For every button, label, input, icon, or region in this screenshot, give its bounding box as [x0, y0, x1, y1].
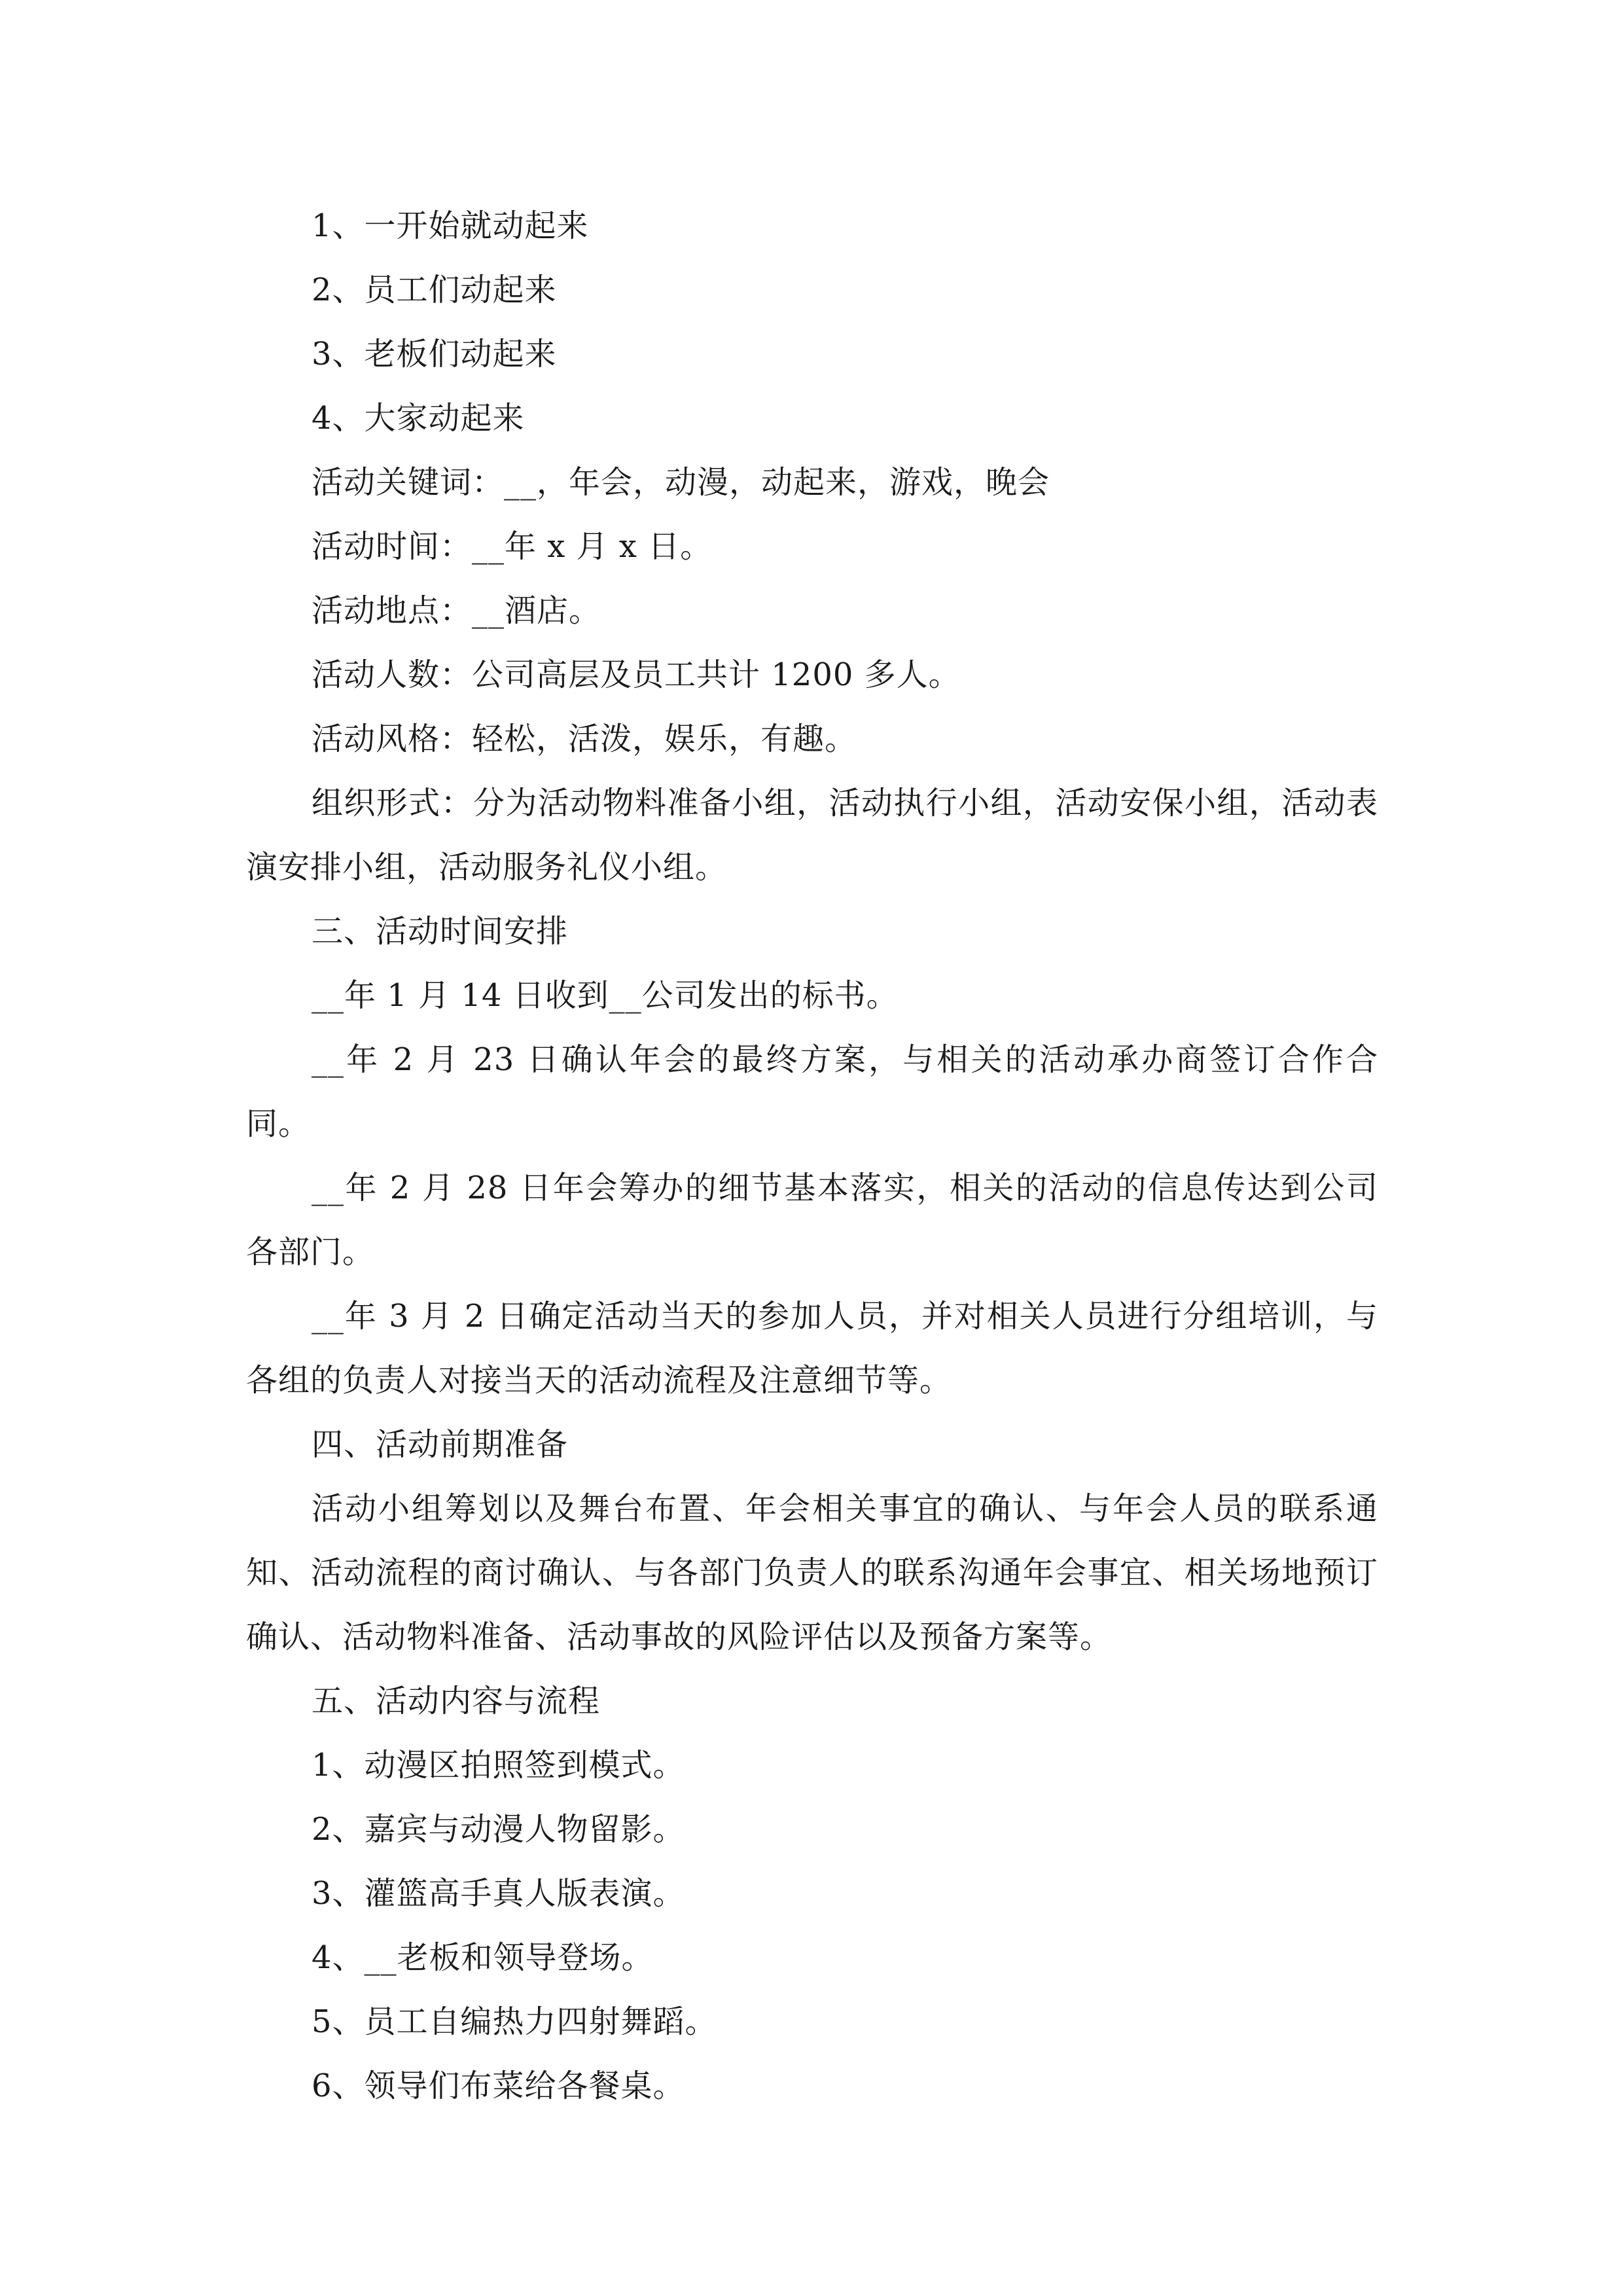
flow-item-2: 2、嘉宾与动漫人物留影。 [312, 1811, 685, 1848]
schedule-item-2: __年 2 月 23 日确认年会的最终方案，与相关的活动承办商签订合作合同。 [246, 1041, 1378, 1142]
list-item-3: 3、老板们动起来 [312, 336, 557, 372]
section-heading-preparation: 四、活动前期准备 [312, 1426, 569, 1463]
schedule-item-4: __年 3 月 2 日确定活动当天的参加人员，并对相关人员进行分组培训，与各组的负责人对接当天的活动流程及注意细节等。 [246, 1298, 1378, 1399]
section-heading-content-flow: 五、活动内容与流程 [312, 1683, 601, 1719]
flow-item-4: 4、__老板和领导登场。 [312, 1939, 654, 1976]
activity-location: 活动地点：__酒店。 [312, 592, 601, 629]
list-item-1: 1、一开始就动起来 [312, 207, 589, 244]
activity-time: 活动时间：__年 x 月 x 日。 [312, 528, 713, 565]
preparation-text: 活动小组筹划以及舞台布置、年会相关事宜的确认、与年会人员的联系通知、活动流程的商讨确认、与各部门负责人的联系沟通年会事宜、相关场地预订确认、活动物料准备、活动事故的风险评估以及预备方案等。 [246, 1490, 1378, 1655]
section-heading-schedule: 三、活动时间安排 [312, 913, 569, 950]
flow-item-1: 1、动漫区拍照签到模式。 [312, 1747, 685, 1784]
activity-style: 活动风格：轻松，活泼，娱乐，有趣。 [312, 721, 857, 757]
document-body [246, 194, 1378, 2118]
flow-item-3: 3、灌篮高手真人版表演。 [312, 1875, 685, 1912]
flow-item-6: 6、领导们布菜给各餐桌。 [312, 2068, 685, 2104]
list-item-4: 4、大家动起来 [312, 400, 525, 437]
activity-keywords: 活动关键词：__，年会，动漫，动起来，游戏，晚会 [312, 464, 1050, 501]
schedule-item-1: __年 1 月 14 日收到__公司发出的标书。 [312, 977, 899, 1014]
schedule-item-3: __年 2 月 28 日年会筹办的细节基本落实，相关的活动的信息传达到公司各部门。 [246, 1170, 1378, 1270]
list-item-2: 2、员工们动起来 [312, 272, 557, 308]
activity-headcount: 活动人数：公司高层及员工共计 1200 多人。 [312, 656, 961, 693]
flow-item-5: 5、员工自编热力四射舞蹈。 [312, 2003, 717, 2040]
organization-form: 组织形式：分为活动物料准备小组，活动执行小组，活动安保小组，活动表演安排小组，活动服务礼仪小组。 [246, 785, 1378, 886]
